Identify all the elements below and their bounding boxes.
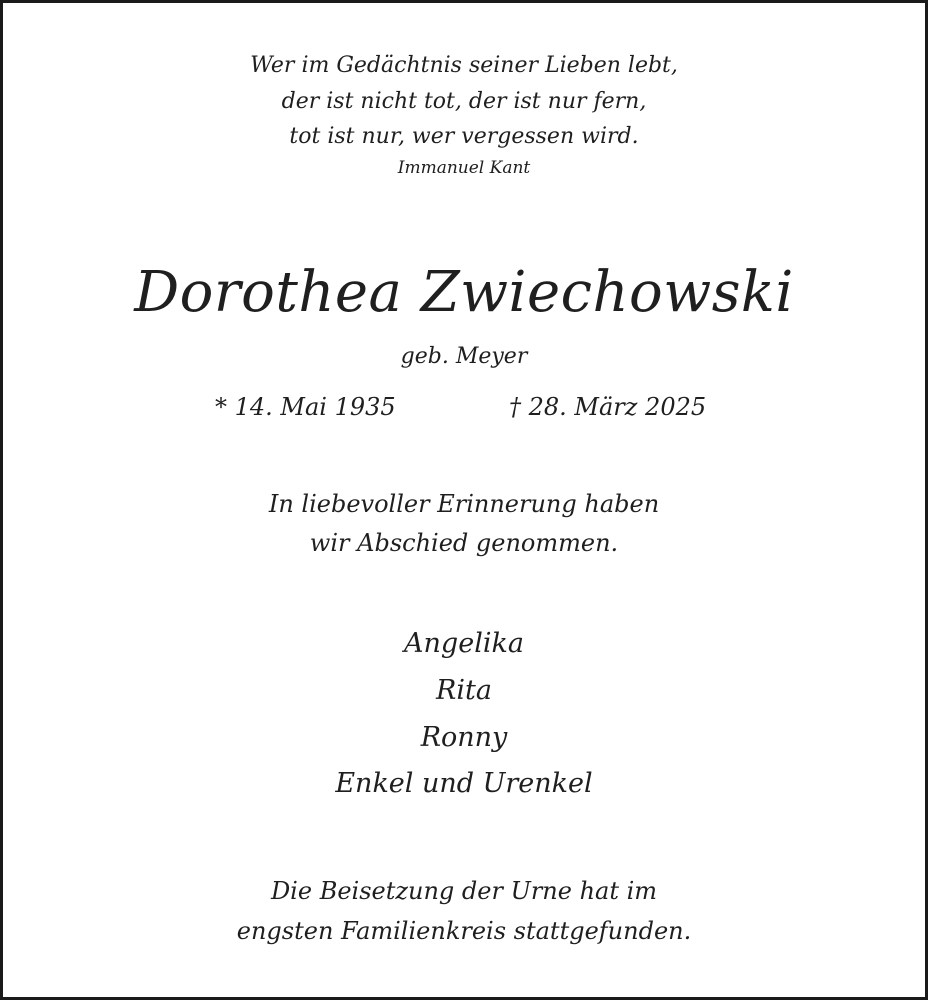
quote-line-2: der ist nicht tot, der ist nur fern, [281,89,647,114]
mourner-name: Enkel und Urenkel [335,768,593,799]
mourner-name: Angelika [404,628,524,659]
burial-note-line-2: engsten Familienkreis stattgefunden. [236,917,692,945]
birth-date: * 14. Mai 1935 [215,393,396,421]
quote-line-3: tot ist nur, wer vergessen wird. [289,124,639,149]
maiden-name: geb. Meyer [400,344,528,369]
mourner-name: Rita [436,675,492,706]
quote-line-1: Wer im Gedächtnis seiner Lieben lebt, [250,53,678,78]
remembrance-line-2: wir Abschied genommen. [309,529,619,557]
remembrance-line-1: In liebevoller Erinnerung haben [268,490,660,518]
burial-note-line-1: Die Beisetzung der Urne hat im [270,877,658,905]
mourner-name: Ronny [420,722,508,753]
death-date: † 28. März 2025 [509,393,707,421]
quote-author: Immanuel Kant [397,158,531,178]
deceased-name: Dorothea Zwiechowski [134,260,794,325]
